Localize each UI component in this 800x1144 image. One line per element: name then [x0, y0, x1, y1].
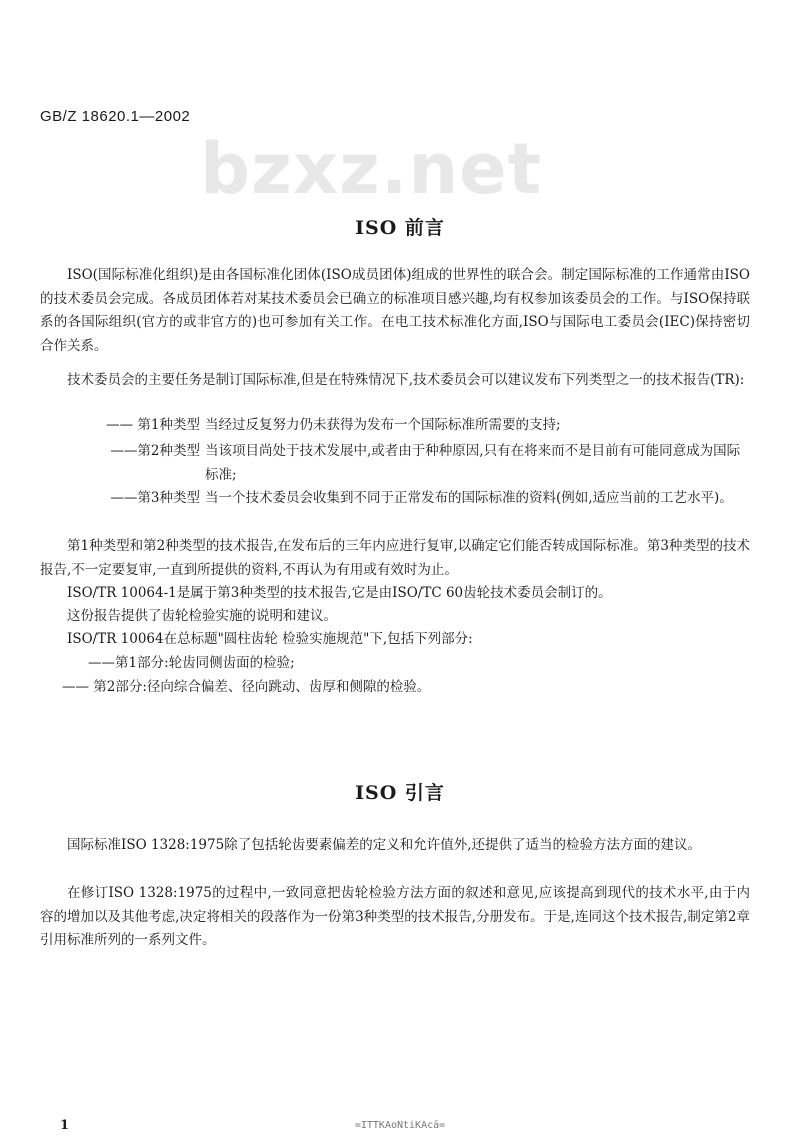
watermark: bzxz.net: [200, 128, 543, 210]
introduction-paragraph: 国际标准ISO 1328:1975除了包括轮齿要素偏差的定义和允许值外,还提供了适当的检验方法方面的建议。: [67, 837, 701, 853]
introduction-title: ISO 引言: [355, 782, 445, 804]
foreword-paragraph: 技术委员会的主要任务是制订国际标准,但是在特殊情况下,技术委员会可以建议发布下列类型之一的技术报告(TR):: [67, 372, 745, 388]
tr-type-label: ——第3种类型: [110, 490, 200, 506]
part-item: —— 第2部分:径向综合偏差、径向跳动、齿厚和侧隙的检验。: [62, 679, 431, 695]
foreword-title: ISO 前言: [355, 217, 445, 239]
standard-code: GB/Z 18620.1—2002: [40, 108, 191, 125]
foreword-paragraph: ISO(国际标准化组织)是由各国标准化团体(ISO成员团体)组成的世界性的联合会。制定国际标准的工作通常由ISO的技术委员会完成。各成员团体若对某技术委员会已确立的标准项目感兴趣,均有权参加该委员会的工作。与ISO保持联系的各国际组织(官方的或非官方的)也可参加有关工作。在电工技术标准化方面,ISO与国际电工委员会(IEC)保持密切合作关系。: [40, 267, 750, 354]
tr-type-label: —— 第1种类型: [106, 417, 200, 433]
foreword-paragraph: 第1种类型和第2种类型的技术报告,在发布后的三年内应进行复审,以确定它们能否转成国际标准。第3种类型的技术报告,不一定要复审,一直到所提供的资料,不再认为有用或有效时为止。: [40, 538, 750, 578]
tr-type-text: 当该项目尚处于技术发展中,或者由于种种原因,只有在将来而不是目前有可能同意成为国际标准;: [205, 443, 741, 483]
foreword-paragraph: 这份报告提供了齿轮检验实施的说明和建议。: [67, 608, 337, 624]
page-number: 1: [60, 1118, 70, 1133]
tr-type-label: ——第2种类型: [110, 443, 200, 459]
introduction-paragraph: 在修订ISO 1328:1975的过程中,一致同意把齿轮检验方法方面的叙述和意见,应该提高到现代的技术水平,由于内容的增加以及其他考虑,决定将相关的段落作为一份第3种类型的技术报告,分册发布。于是,连同这个技术报告,制定第2章引用标准所列的一系列文件。: [40, 885, 750, 948]
tr-type-text: 当一个技术委员会收集到不同于正常发布的国际标准的资料(例如,适应当前的工艺水平)。: [205, 490, 733, 506]
footer-text: =ITTKAoNtiKAcā=: [354, 1120, 446, 1131]
tr-type-text: 当经过反复努力仍未获得为发布一个国际标准所需要的支持;: [205, 417, 561, 433]
part-item: ——第1部分:轮齿同侧齿面的检验;: [88, 655, 295, 671]
foreword-paragraph: ISO/TR 10064在总标题"圆柱齿轮 检验实施规范"下,包括下列部分:: [67, 631, 473, 647]
foreword-paragraph: ISO/TR 10064-1是属于第3种类型的技术报告,它是由ISO/TC 60齿轮技术委员会制订的。: [67, 585, 612, 601]
